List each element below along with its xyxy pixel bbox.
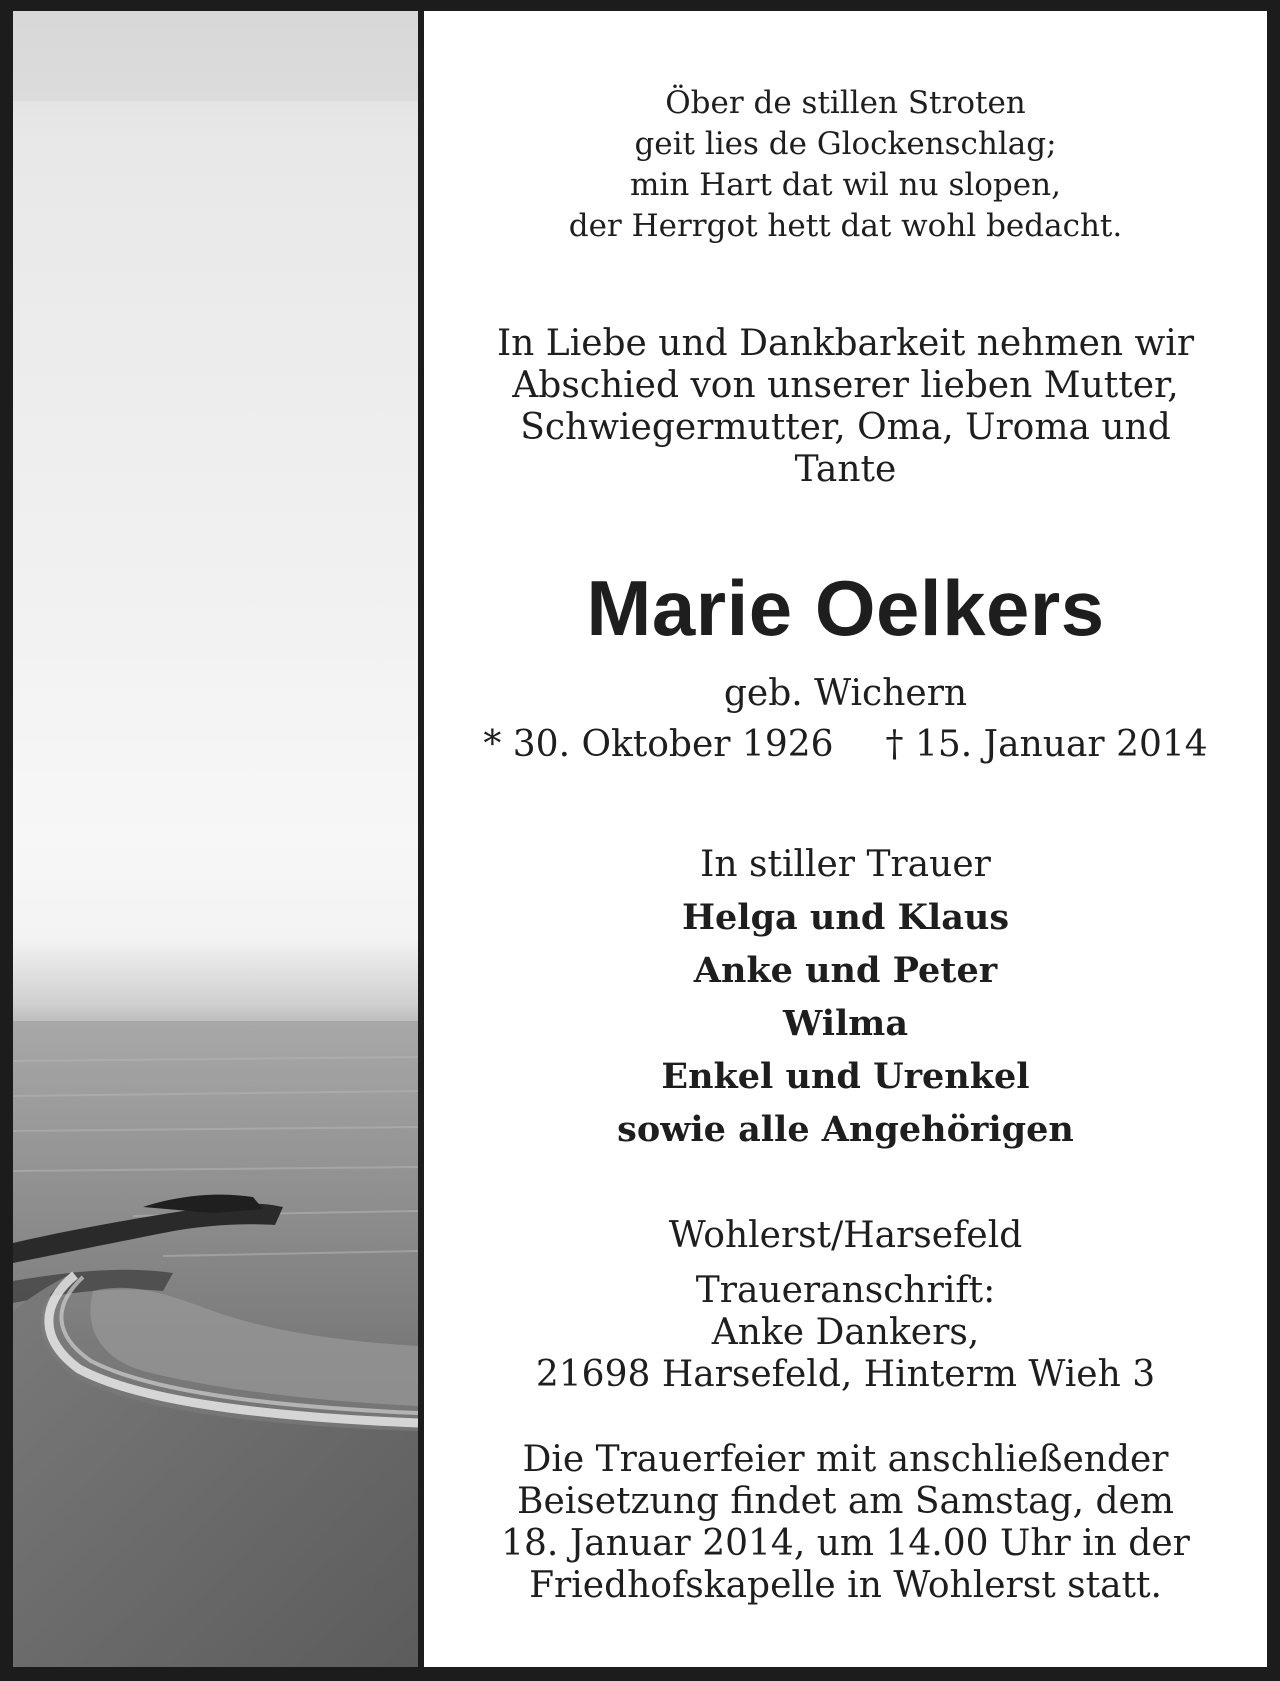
address-line: Traueranschrift: <box>695 1270 996 1311</box>
mourning-address <box>424 1270 1267 1396</box>
service-line: Friedhofskapelle in Wohlerst statt. <box>529 1565 1162 1606</box>
mourner-name: Enkel und Urenkel <box>661 1056 1030 1097</box>
life-dates <box>424 724 1267 766</box>
verse-line: Öber de stillen Stroten <box>665 85 1026 121</box>
death-date: † 15. Januar 2014 <box>885 724 1208 765</box>
funeral-service-info <box>424 1439 1267 1607</box>
intro-line: Tante <box>794 449 897 490</box>
intro-text <box>424 323 1267 491</box>
coastal-photo <box>13 11 418 1667</box>
coastal-photo-image <box>13 11 418 1667</box>
mourner-name: Wilma <box>783 1003 908 1044</box>
mourners-heading: In stiller Trauer <box>700 844 991 885</box>
verse <box>424 83 1267 247</box>
mourners <box>424 838 1267 1156</box>
address-line: Anke Dankers, <box>711 1312 980 1353</box>
intro-line: Schwiegermutter, Oma, Uroma und <box>520 407 1171 448</box>
mourner-name: Anke und Peter <box>693 950 998 991</box>
address-line: 21698 Harsefeld, Hinterm Wieh 3 <box>535 1354 1156 1395</box>
deceased-name: Marie Oelkers <box>586 564 1105 652</box>
mourner-name: Helga und Klaus <box>681 897 1010 938</box>
verse-line: min Hart dat wil nu slopen, <box>630 167 1061 203</box>
intro-line: Abschied von unserer lieben Mutter, <box>512 365 1179 406</box>
service-line: 18. Januar 2014, um 14.00 Uhr in der <box>501 1523 1190 1564</box>
service-line: Beisetzung findet am Samstag, dem <box>517 1481 1174 1522</box>
mourner-name: sowie alle Angehörigen <box>617 1109 1074 1150</box>
obituary-text <box>424 11 1267 1667</box>
intro-line: In Liebe und Dankbarkeit nehmen wir <box>496 323 1195 364</box>
place: Wohlerst/Harsefeld <box>668 1215 1023 1256</box>
verse-line: geit lies de Glockenschlag; <box>634 126 1057 162</box>
obituary-card <box>13 11 1267 1667</box>
birth-date: * 30. Oktober 1926 <box>483 724 834 765</box>
service-line: Die Trauerfeier mit anschließender <box>522 1439 1169 1480</box>
maiden-name: geb. Wichern <box>723 673 968 714</box>
verse-line: der Herrgot hett dat wohl bedacht. <box>568 208 1123 244</box>
